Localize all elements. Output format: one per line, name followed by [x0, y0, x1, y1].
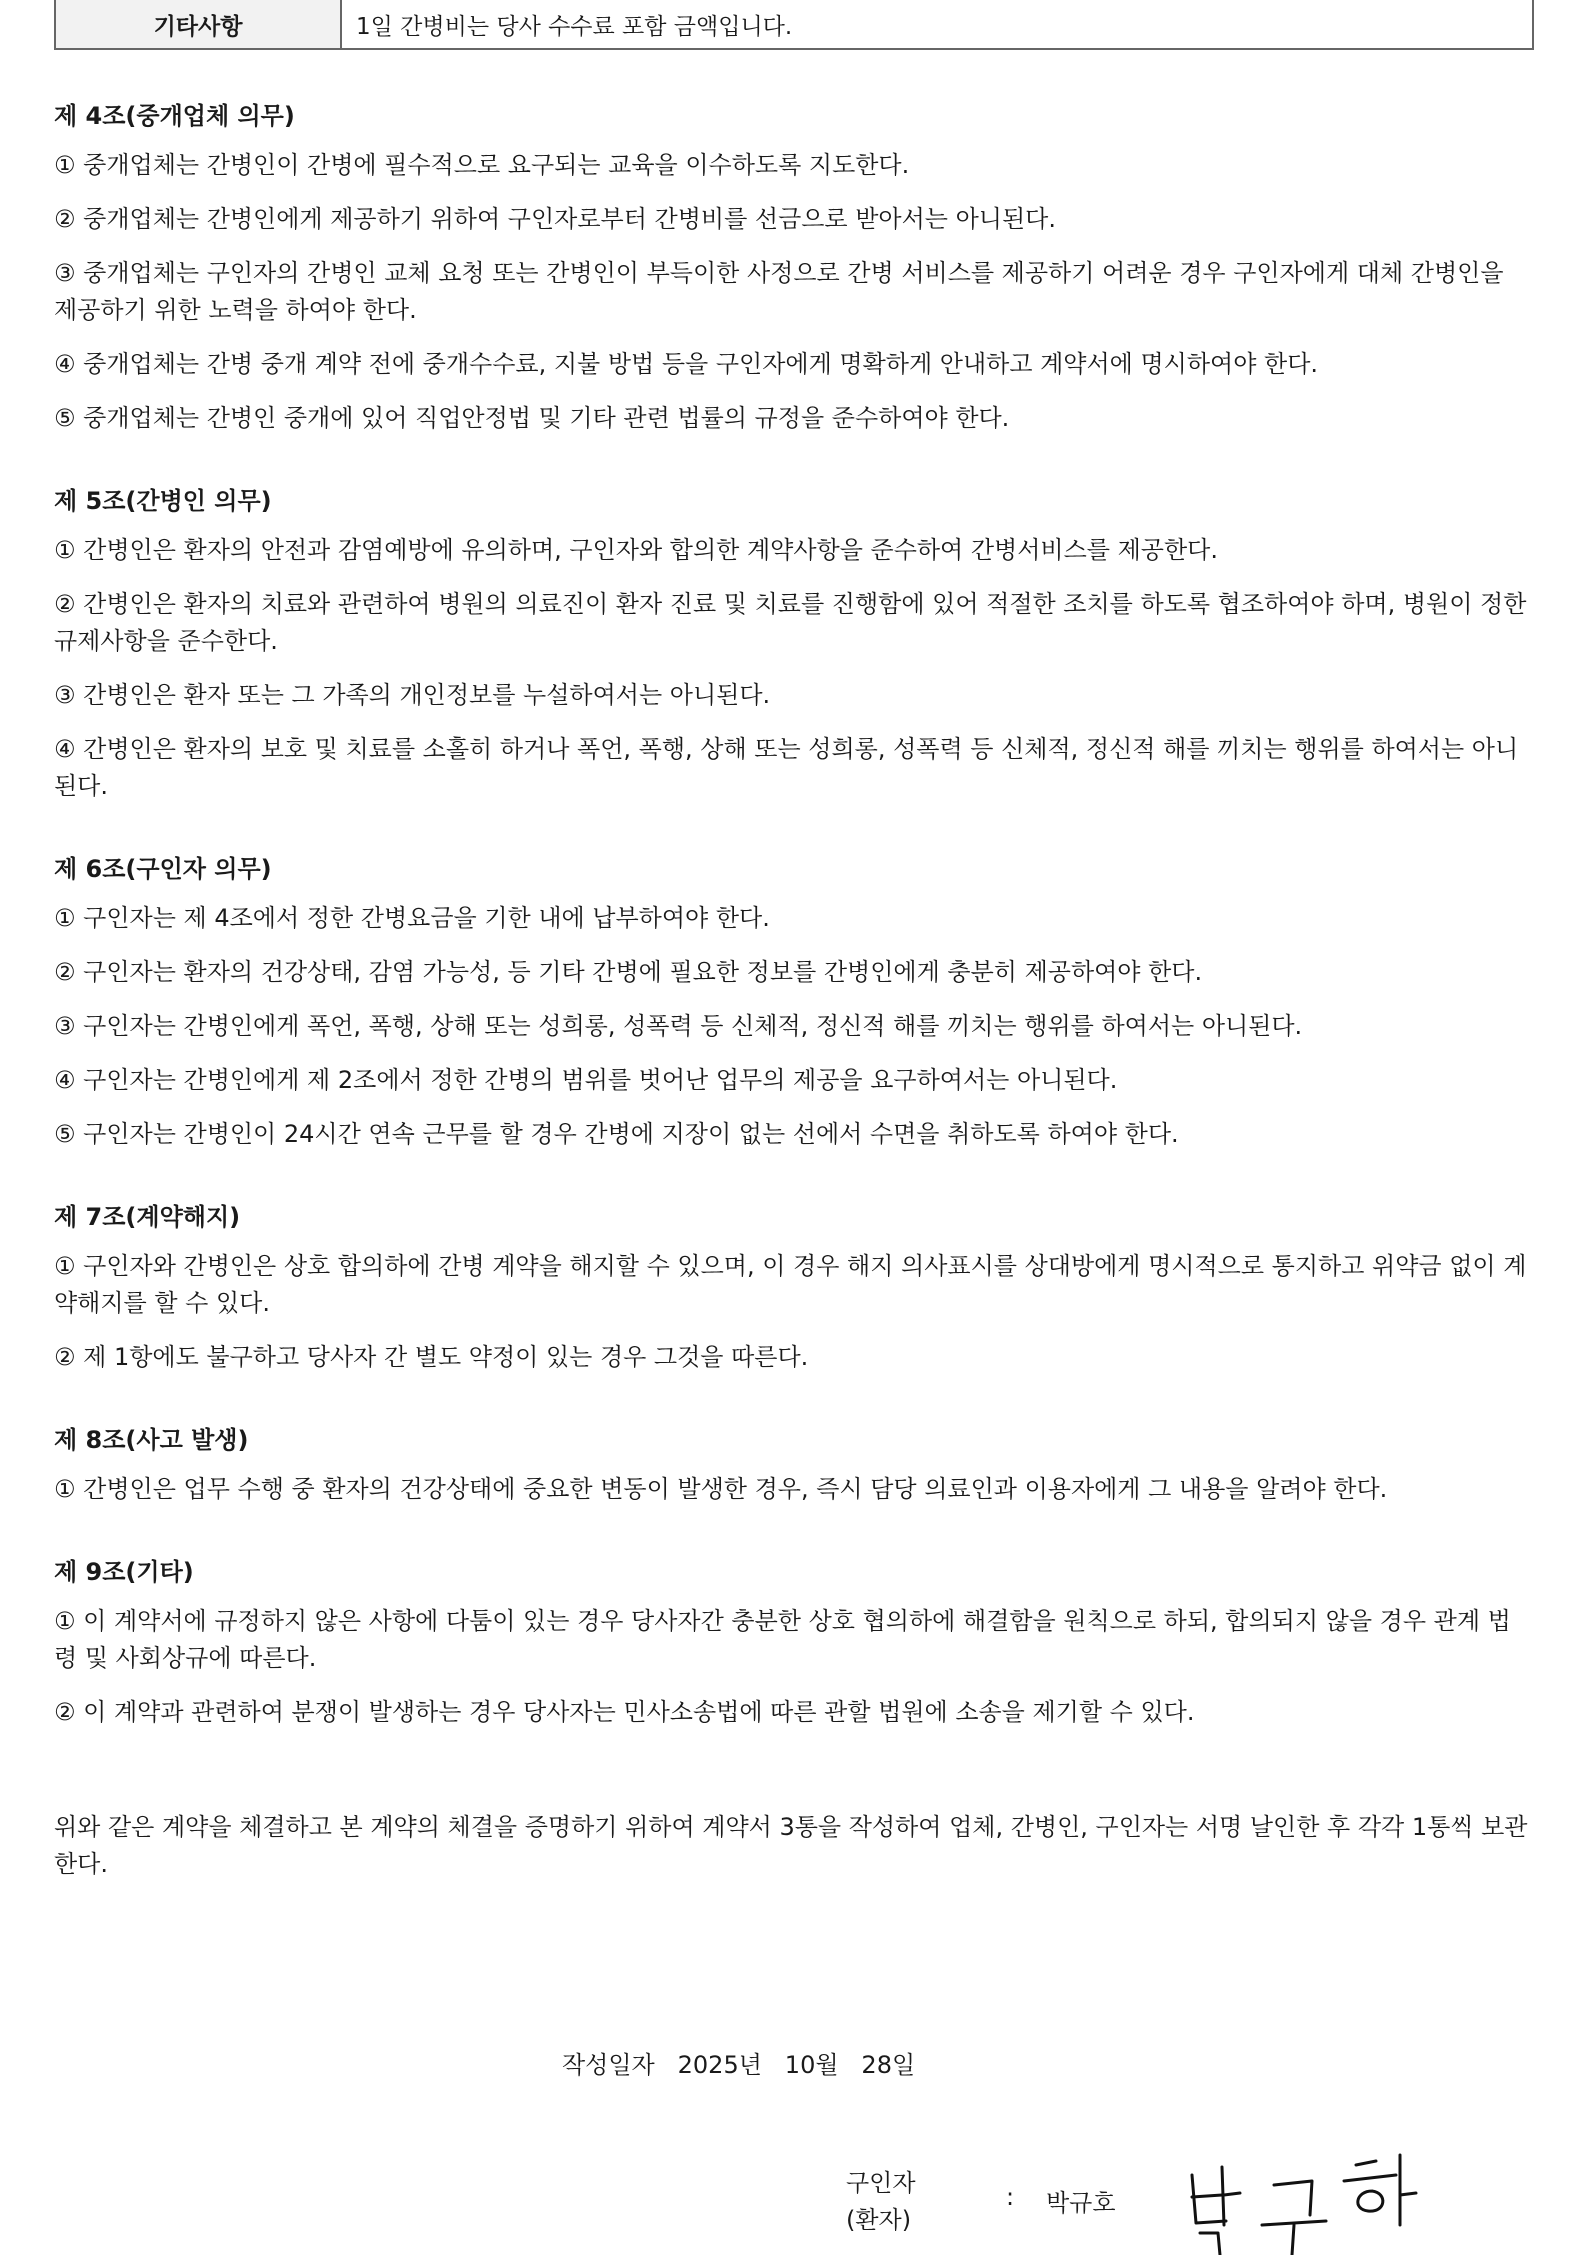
clause-item: ② 제 1항에도 불구하고 당사자 간 별도 약정이 있는 경우 그것을 따른다. — [54, 1343, 809, 1371]
date-line — [562, 2045, 915, 2080]
clause-item: ① 구인자와 간병인은 상호 합의하에 간병 계약을 해지할 수 있으며, 이 경우 해지 의사표시를 상대방에게 명시적으로 통지하고 위약금 없이 계약해지를 할 수 있다. — [54, 1252, 1527, 1317]
clause-item: ③ 중개업체는 구인자의 간병인 교체 요청 또는 간병인이 부득이한 사정으로 간병 서비스를 제공하기 어려운 경우 구인자에게 대체 간병인을 제공하기 위한 노력을 하여야 한다. — [54, 259, 1504, 324]
table-label: 기타사항 — [55, 0, 341, 49]
info-table — [54, 0, 1534, 50]
clause-item: ④ 구인자는 간병인에게 제 2조에서 정한 간병의 범위를 벗어난 업무의 제공을 요구하여서는 아니된다. — [54, 1066, 1118, 1094]
handwritten-signature — [1176, 2145, 1436, 2255]
section-title: 제 5조(간병인 의무) — [54, 487, 272, 515]
signer-role — [846, 2165, 916, 2239]
signer-name: 박규호 — [1046, 2189, 1116, 2217]
section — [54, 849, 1534, 1153]
clause-item: ① 구인자는 제 4조에서 정한 간병요금을 기한 내에 납부하여야 한다. — [54, 904, 770, 932]
clause-item: ① 간병인은 환자의 안전과 감염예방에 유의하며, 구인자와 합의한 계약사항을 준수하여 간병서비스를 제공한다. — [54, 536, 1218, 564]
clause-item: ③ 간병인은 환자 또는 그 가족의 개인정보를 누설하여서는 아니된다. — [54, 681, 771, 709]
date-month: 10월 — [784, 2051, 839, 2079]
section — [54, 96, 1534, 437]
clause-item: ① 간병인은 업무 수행 중 환자의 건강상태에 중요한 변동이 발생한 경우, 즉시 담당 의료인과 이용자에게 그 내용을 알려야 한다. — [54, 1475, 1388, 1503]
section-title: 제 8조(사고 발생) — [54, 1426, 249, 1454]
clause-item: ④ 중개업체는 간병 중개 계약 전에 중개수수료, 지불 방법 등을 구인자에게 명확하게 안내하고 계약서에 명시하여야 한다. — [54, 350, 1319, 378]
clause-item: ② 간병인은 환자의 치료와 관련하여 병원의 의료진이 환자 진료 및 치료를 진행함에 있어 적절한 조치를 하도록 협조하여야 하며, 병원이 정한 규제사항을 준수한다. — [54, 590, 1527, 655]
date-year: 2025년 — [677, 2051, 762, 2079]
date-day: 28일 — [861, 2051, 916, 2079]
section-title: 제 4조(중개업체 의무) — [54, 102, 295, 130]
section — [54, 1197, 1534, 1376]
section — [54, 1420, 1534, 1508]
signer-role-line2: (환자) — [846, 2206, 912, 2234]
closing-statement: 위와 같은 계약을 체결하고 본 계약의 체결을 증명하기 위하여 계약서 3통을 작성하여 업체, 간병인, 구인자는 서명 날인한 후 각각 1통씩 보관한다. — [54, 1813, 1528, 1878]
clause-item: ④ 간병인은 환자의 보호 및 치료를 소홀히 하거나 폭언, 폭행, 상해 또는 성희롱, 성폭력 등 신체적, 정신적 해를 끼치는 행위를 하여서는 아니된다. — [54, 735, 1519, 800]
section-title: 제 9조(기타) — [54, 1558, 194, 1586]
clause-item: ⑤ 중개업체는 간병인 중개에 있어 직업안정법 및 기타 관련 법률의 규정을 준수하여야 한다. — [54, 404, 1010, 432]
clause-item: ⑤ 구인자는 간병인이 24시간 연속 근무를 할 경우 간병에 지장이 없는 선에서 수면을 취하도록 하여야 한다. — [54, 1120, 1179, 1148]
clause-item: ② 중개업체는 간병인에게 제공하기 위하여 구인자로부터 간병비를 선금으로 받아서는 아니된다. — [54, 205, 1056, 233]
contract-sections — [54, 96, 1534, 1731]
clause-item: ③ 구인자는 간병인에게 폭언, 폭행, 상해 또는 성희롱, 성폭력 등 신체적, 정신적 해를 끼치는 행위를 하여서는 아니된다. — [54, 1012, 1303, 1040]
clause-item: ① 중개업체는 간병인이 간병에 필수적으로 요구되는 교육을 이수하도록 지도한다. — [54, 151, 910, 179]
section — [54, 1552, 1534, 1731]
date-label: 작성일자 — [562, 2051, 655, 2079]
table-value: 1일 간병비는 당사 수수료 포함 금액입니다. — [341, 0, 1533, 49]
clause-item: ① 이 계약서에 규정하지 않은 사항에 다툼이 있는 경우 당사자간 충분한 상호 협의하에 해결함을 원칙으로 하되, 합의되지 않을 경우 관계 법령 및 사회상규에 따른다. — [54, 1607, 1511, 1672]
signer-colon: : — [1006, 2183, 1015, 2211]
section — [54, 481, 1534, 805]
contract-page — [54, 0, 1534, 1883]
signer-role-line1: 구인자 — [846, 2169, 916, 2197]
table-row — [55, 0, 1533, 49]
section-title: 제 6조(구인자 의무) — [54, 855, 272, 883]
clause-item: ② 이 계약과 관련하여 분쟁이 발생하는 경우 당사자는 민사소송법에 따른 관할 법원에 소송을 제기할 수 있다. — [54, 1698, 1195, 1726]
signature-block — [846, 2165, 1446, 2245]
section-title: 제 7조(계약해지) — [54, 1203, 241, 1231]
clause-item: ② 구인자는 환자의 건강상태, 감염 가능성, 등 기타 간병에 필요한 정보를 간병인에게 충분히 제공하여야 한다. — [54, 958, 1203, 986]
